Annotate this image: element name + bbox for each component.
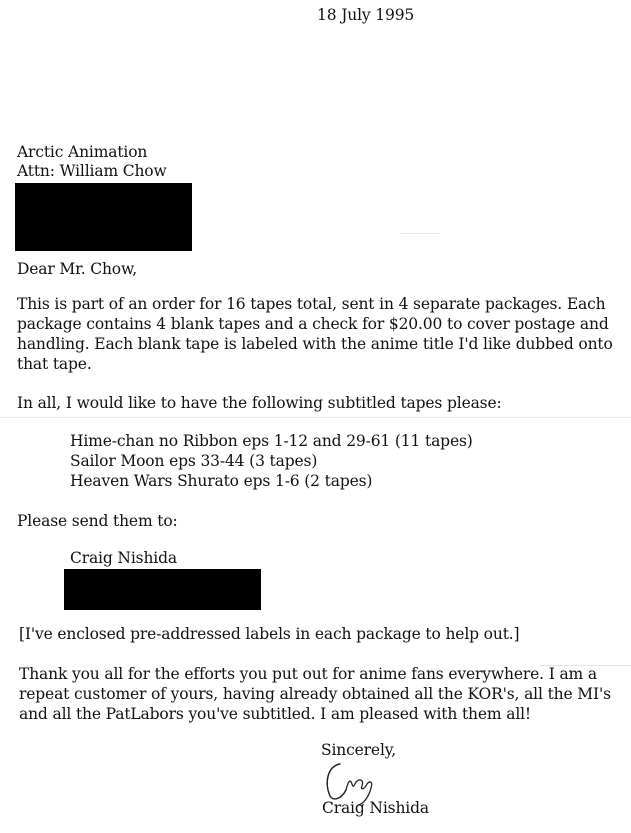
closing: Sincerely, <box>321 741 397 759</box>
order-paragraph-line: that tape. <box>17 355 92 373</box>
tape-list <box>70 431 473 491</box>
thanks-paragraph-line: repeat customer of yours, having already obtained all the KOR's, all the MI's <box>19 685 611 703</box>
order-paragraph-line: package contains 4 blank tapes and a check for $20.00 to cover postage and <box>17 315 609 333</box>
send-to-line: Please send them to: <box>17 512 178 530</box>
salutation: Dear Mr. Chow, <box>17 260 138 278</box>
redacted-recipient-address <box>15 183 192 251</box>
scan-streak <box>400 233 440 234</box>
enclosed-labels-note: [I've enclosed pre-addressed labels in each package to help out.] <box>19 625 520 643</box>
order-paragraph-line: This is part of an order for 16 tapes total, sent in 4 separate packages. Each <box>17 295 606 313</box>
tape-list-item: Sailor Moon eps 33-44 (3 tapes) <box>70 452 318 470</box>
recipient-company: Arctic Animation <box>17 143 148 161</box>
thanks-paragraph <box>19 664 611 724</box>
shipping-name: Craig Nishida <box>70 549 177 567</box>
thanks-paragraph-line: and all the PatLabors you've subtitled. I am pleased with them all! <box>19 705 532 723</box>
order-paragraph <box>17 294 613 374</box>
thanks-paragraph-line: Thank you all for the efforts you put out for anime fans everywhere. I am a <box>19 665 597 683</box>
redacted-shipping-address <box>64 569 261 610</box>
recipient-attn: Attn: William Chow <box>17 162 167 180</box>
scan-streak <box>0 417 631 418</box>
signature-name: Craig Nishida <box>322 799 429 817</box>
tape-list-item: Heaven Wars Shurato eps 1-6 (2 tapes) <box>70 472 373 490</box>
letter-date: 18 July 1995 <box>317 6 415 24</box>
order-paragraph-line: handling. Each blank tape is labeled with the anime title I'd like dubbed onto <box>17 335 613 353</box>
request-intro: In all, I would like to have the following subtitled tapes please: <box>17 394 502 412</box>
tape-list-item: Hime-chan no Ribbon eps 1-12 and 29-61 (11 tapes) <box>70 432 473 450</box>
